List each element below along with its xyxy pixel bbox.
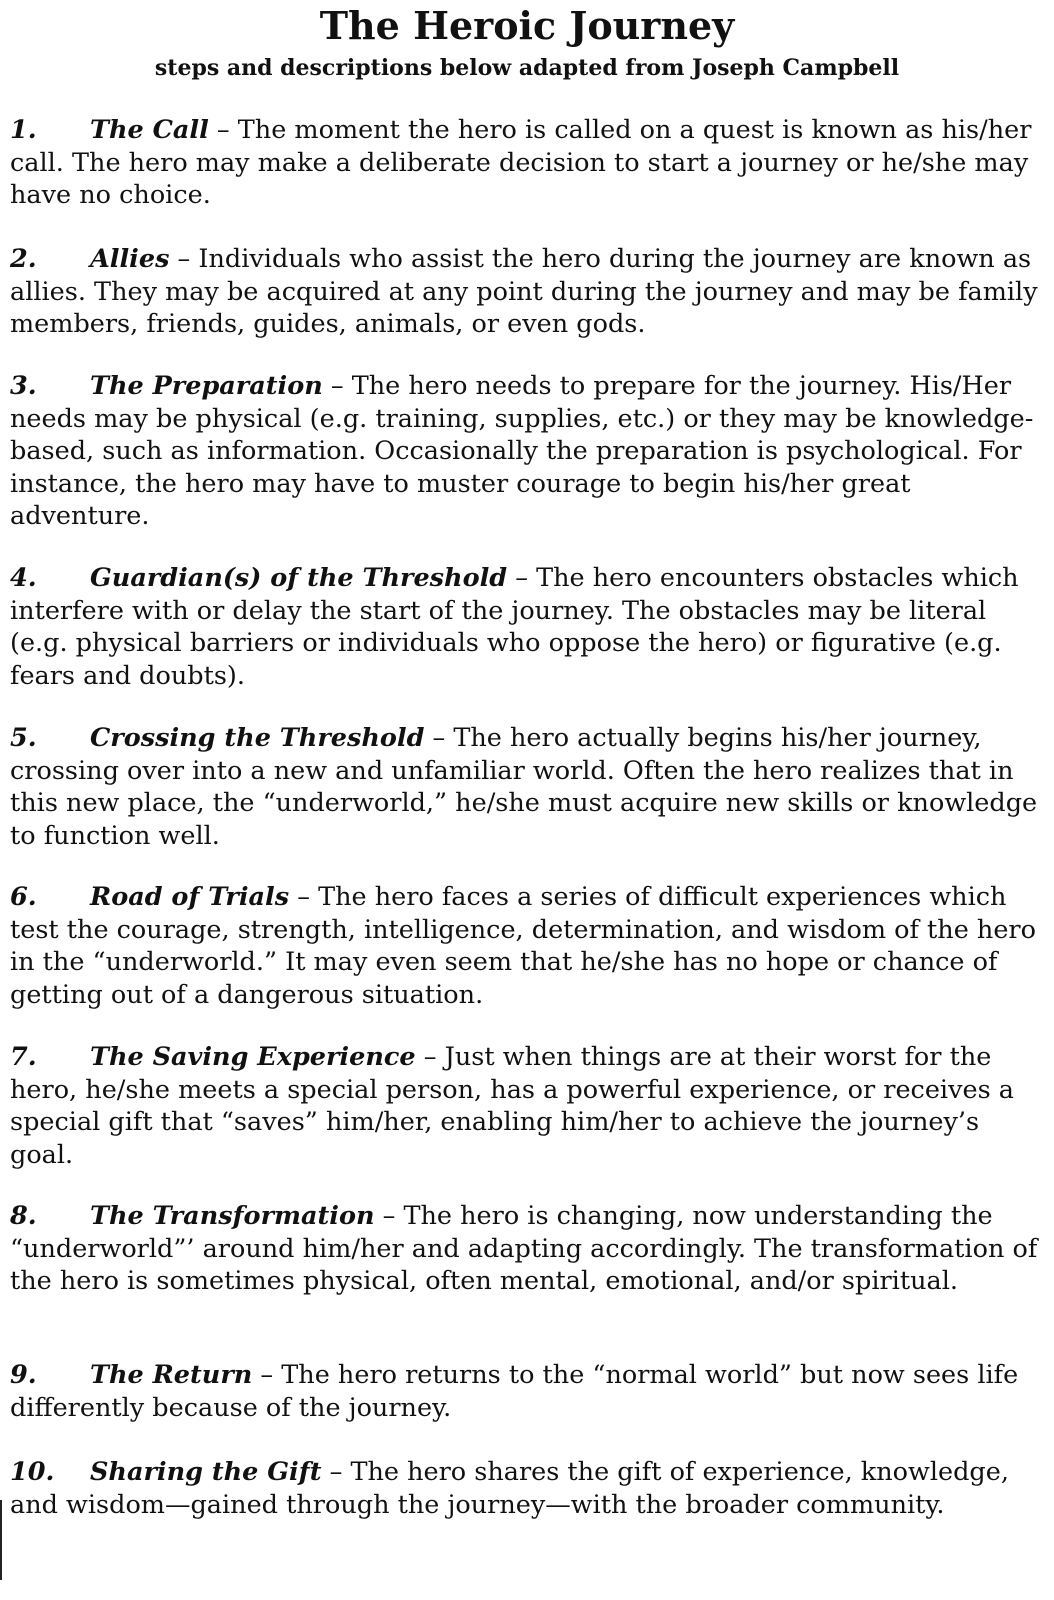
step-separator: – [169,244,199,274]
step-separator: – [289,882,319,912]
step-5 [10,722,1040,852]
step-number: 8. [10,1201,37,1231]
step-separator: – [252,1360,282,1390]
step-name: The Saving Experience [90,1042,416,1072]
step-separator: – [322,371,352,401]
step-separator: – [424,723,454,753]
step-description: The hero faces a series of difficult experiences which test the courage, strength, intelligence, determination, and wisdom of the hero in the “underworld.” It may even seem that he/she has no hope or chance of getting out of a dangerous situation. [10,882,1036,1010]
step-description: The hero encounters obstacles which interfere with or delay the start of the journey. The obstacles may be literal (e.g. physical barriers or individuals who oppose the hero) or figurative (e.g. fears and doubts). [10,563,1019,691]
step-number: 9. [10,1360,37,1390]
page-title: The Heroic Journey [319,3,735,48]
step-8 [10,1200,1040,1298]
step-name: The Preparation [90,371,323,401]
step-separator: – [374,1201,404,1231]
step-description: The moment the hero is called on a quest is known as his/her call. The hero may make a deliberate decision to start a journey or he/she may have no choice. [10,115,1032,210]
step-separator: – [415,1042,445,1072]
step-separator: – [507,563,537,593]
scan-edge-divider [0,1500,2,1580]
step-separator: – [321,1457,351,1487]
step-1 [10,114,1040,212]
step-number: 1. [10,115,37,145]
step-number: 3. [10,371,37,401]
step-description: The hero needs to prepare for the journey. His/Her needs may be physical (e.g. training, supplies, etc.) or they may be knowledge-based, such as information. Occasionally the preparation is psychological. For instance, the hero may have to muster courage to begin his/her great adventure. [10,371,1034,531]
step-7 [10,1041,1040,1171]
step-6 [10,881,1040,1011]
step-10 [10,1456,1040,1521]
step-name: Road of Trials [90,882,290,912]
step-description: The hero actually begins his/her journey, crossing over into a new and unfamiliar world. Often the hero realizes that in this new place, the “underworld,” he/she must acquire new skills or knowledge to function well. [10,723,1038,851]
step-name: The Transformation [90,1201,375,1231]
step-description: The hero returns to the “normal world” but now sees life differently because of the journey. [10,1360,1019,1423]
step-number: 6. [10,882,37,912]
step-name: Crossing the Threshold [90,723,425,753]
step-name: Sharing the Gift [90,1457,322,1487]
step-name: Allies [90,244,170,274]
step-number: 5. [10,723,37,753]
step-description: The hero shares the gift of experience, knowledge, and wisdom—gained through the journey—with the broader community. [10,1457,1009,1520]
step-name: Guardian(s) of the Threshold [90,563,508,593]
step-9 [10,1359,1040,1424]
page-subtitle: steps and descriptions below adapted from Joseph Campbell [154,55,900,81]
step-separator: – [208,115,238,145]
step-4 [10,562,1040,692]
step-2 [10,243,1040,341]
step-number: 2. [10,244,37,274]
step-description: Just when things are at their worst for the hero, he/she meets a special person, has a powerful experience, or receives a special gift that “saves” him/her, enabling him/her to achieve the journey’s goal. [10,1042,1014,1170]
step-number: 10. [10,1457,55,1487]
step-number: 4. [10,563,37,593]
step-description: The hero is changing, now understanding the “underworld”’ around him/her and adapting accordingly. The transformation of the hero is sometimes physical, often mental, emotional, and/or spiritual. [10,1201,1038,1296]
step-3 [10,370,1040,533]
step-description: Individuals who assist the hero during the journey are known as allies. They may be acquired at any point during the journey and may be family members, friends, guides, animals, or even gods. [10,244,1038,339]
step-number: 7. [10,1042,37,1072]
step-name: The Return [90,1360,253,1390]
step-name: The Call [90,115,209,145]
